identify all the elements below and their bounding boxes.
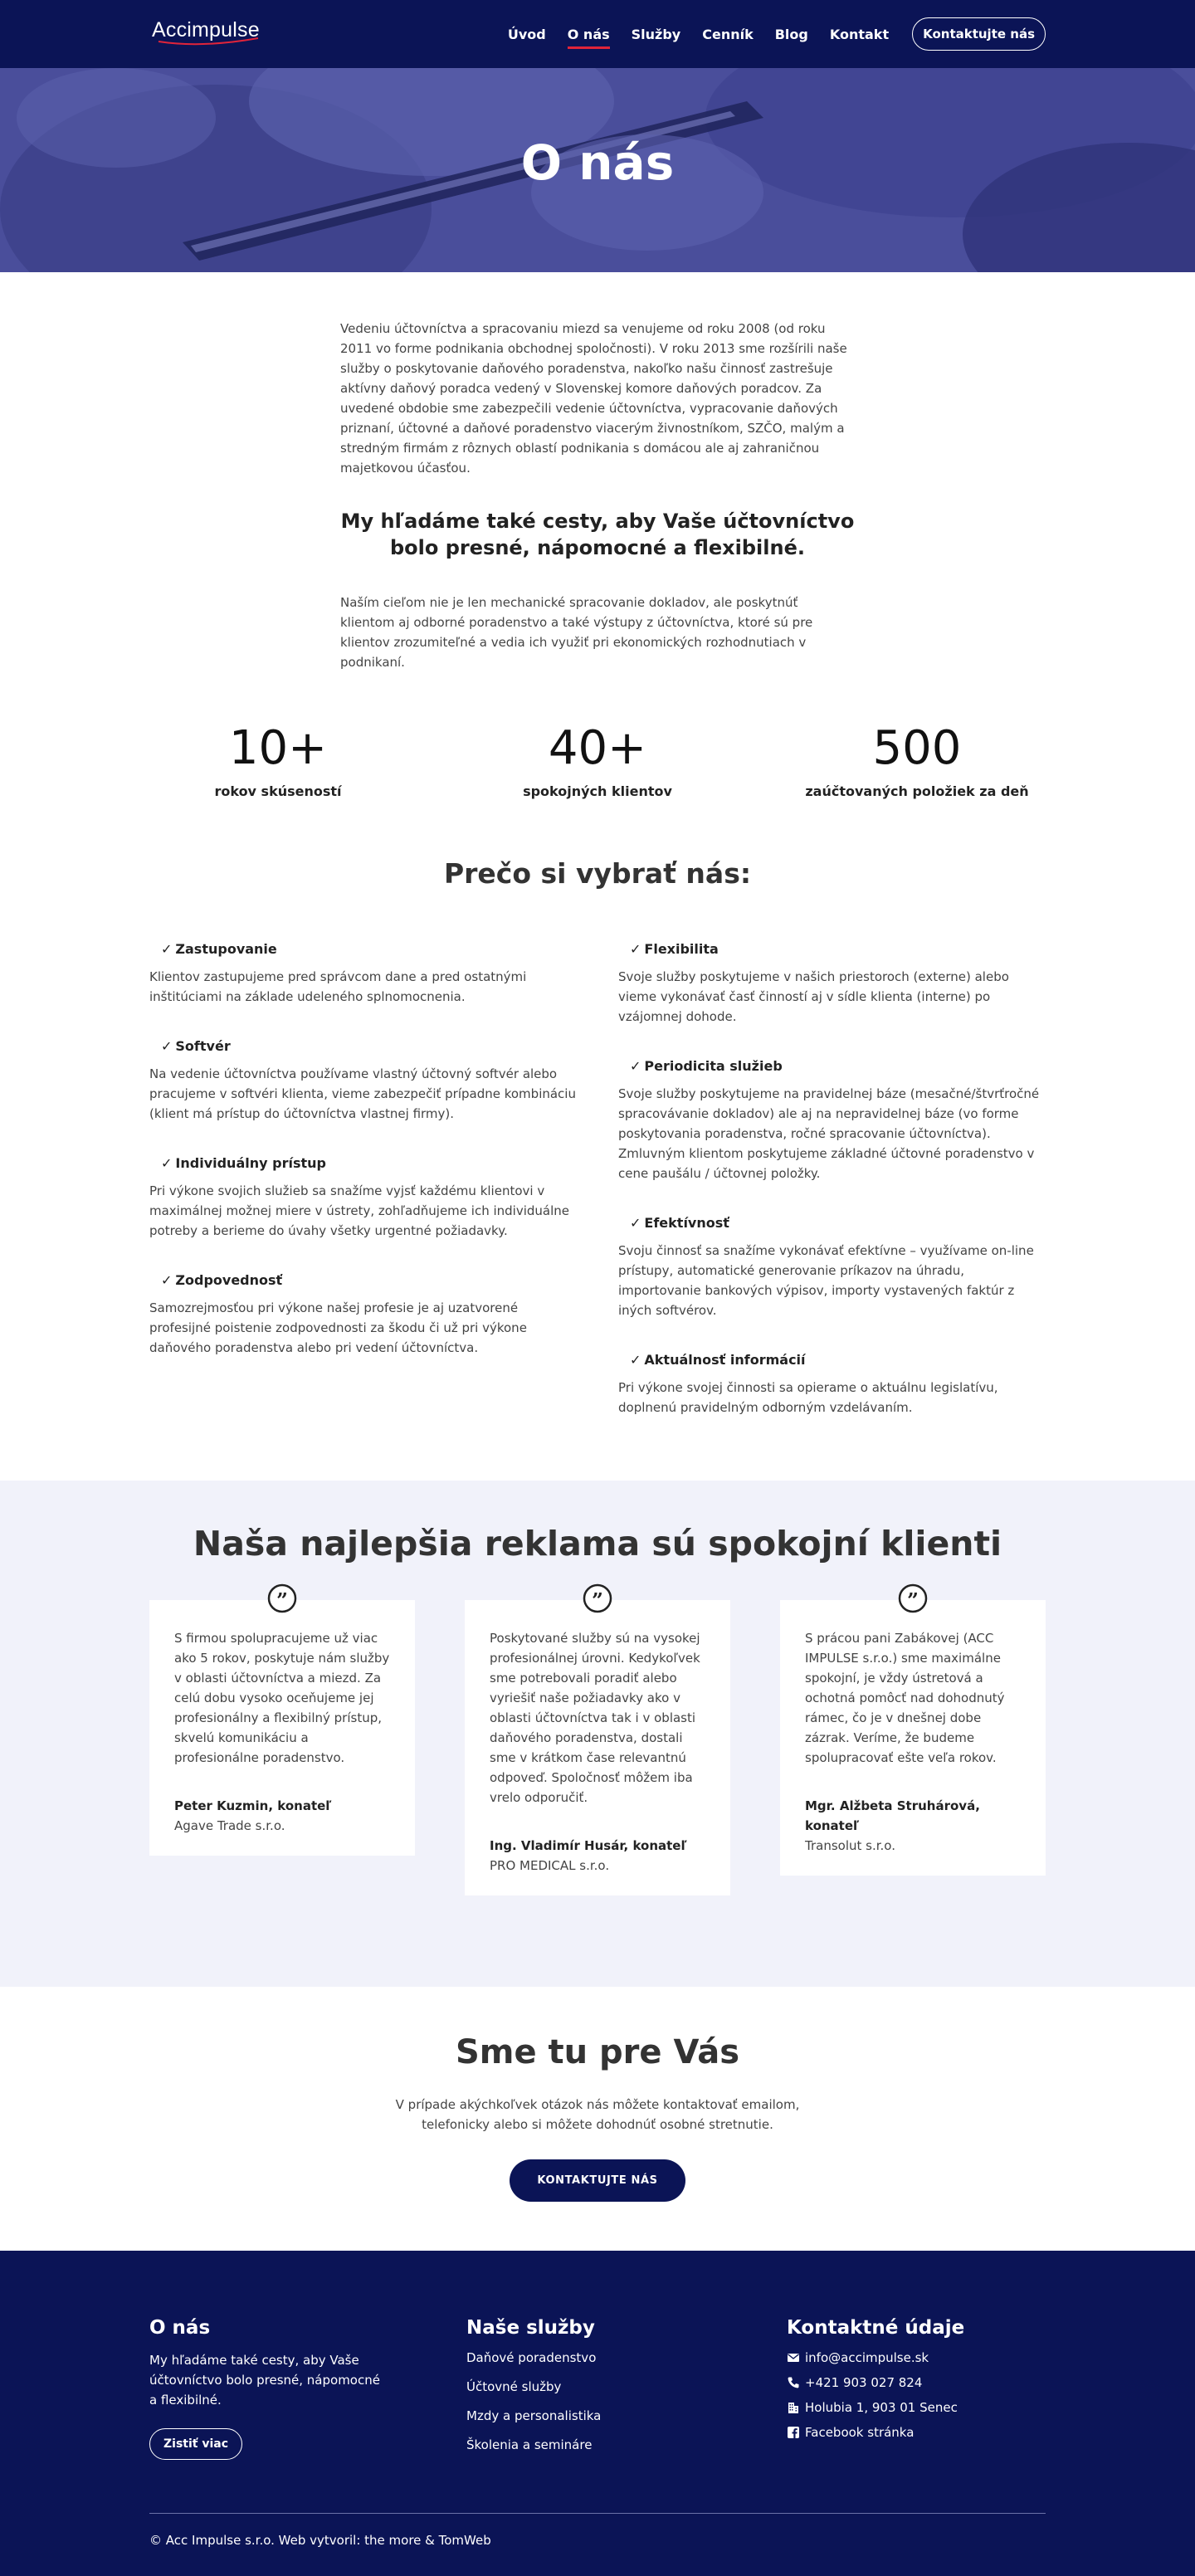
footer-email-link[interactable]: info@accimpulse.sk	[805, 2350, 929, 2365]
feature-text: Svoje služby poskytujeme v našich priestoroch (externe) alebo vieme vykonávať časť činností aj v sídle klienta (interne) po vzájomnej dohode.	[618, 969, 1009, 1024]
testimonials-title: Naša najlepšia reklama sú spokojní klienti	[193, 1524, 1002, 1564]
svg-text:”: ”	[907, 1588, 919, 1612]
stat-value: 500	[872, 721, 962, 775]
features-section	[149, 941, 1046, 1449]
site-header	[0, 0, 1195, 68]
nav-o-nas[interactable]: O nás	[568, 20, 610, 49]
stat-value: 10+	[228, 721, 328, 775]
check-icon: ✓	[161, 941, 173, 957]
nav-sluzby[interactable]: Služby	[631, 26, 681, 42]
copyright: © Acc Impulse s.r.o. Web vytvoril: the more & TomWeb	[149, 2533, 491, 2548]
testimonial-company: PRO MEDICAL s.r.o.	[490, 1858, 610, 1873]
feature-title: ✓ Zastupovanie	[161, 941, 277, 957]
feature-title: ✓ Periodicita služieb	[630, 1058, 783, 1074]
nav-kontakt[interactable]: Kontakt	[829, 26, 890, 42]
footer-about-title: O nás	[149, 2317, 211, 2339]
footer-about-text: My hľadáme také cesty, aby Vaše účtovníctvo bolo presné, nápomocné a flexibilné.	[149, 2353, 380, 2408]
footer-divider	[149, 2513, 1046, 2514]
stat-value: 40+	[548, 721, 647, 775]
testimonial-author: Ing. Vladimír Husár, konateľ	[490, 1838, 687, 1853]
check-icon: ✓	[630, 1352, 641, 1368]
feature-text: Svoje služby poskytujeme na pravidelnej báze (mesačné/štvrťročné spracovávanie dokladov) ale aj na nepravidelnej báze (vo forme poskytovania poradenstva, ročné spracovanie účtovníctva). Zmluvným klientom poskytujeme základné účtovné poradenstvo v cene paušálu / účtovnej položky.	[618, 1086, 1040, 1181]
footer-facebook-link[interactable]: Facebook stránka	[805, 2425, 915, 2440]
testimonial-company: Transolut s.r.o.	[805, 1838, 895, 1853]
building-icon	[787, 2401, 800, 2414]
intro-paragraph: Vedeniu účtovníctva a spracovaniu miezd sa venujeme od roku 2008 (od roku 2011 vo forme podnikania obchodnej spoločnosti). V roku 2013 sme rozšírili naše služby o poskytovanie daňového poradenstva, nakoľko našu činnosť zastrešuje aktívny daňový poradca vedený v Slovenskej komore daňových poradcov. Za uvedené obdobie sme zabezpečili vedenie účtovníctva, vypracovanie daňových priznaní, účtovné a daňové poradenstvo viacerým živnostníkom, SZČO, malým a stredným firmám z rôznych oblastí podnikania s domácou ale aj zahraničnou majetkovou účasťou.	[340, 321, 847, 476]
quote-icon	[583, 1583, 612, 1613]
page-title: O nás	[520, 134, 675, 191]
nav-blog[interactable]: Blog	[774, 26, 808, 42]
stat-label: spokojných klientov	[523, 783, 672, 799]
why-us-title: Prečo si vybrať nás:	[443, 857, 752, 890]
footer-address-text: Holubia 1, 903 01 Senec	[805, 2400, 958, 2415]
footer-link-tax-advisory[interactable]: Daňové poradenstvo	[466, 2350, 597, 2365]
intro-heading: My hľadáme také cesty, aby Vaše účtovníctvo bolo presné, nápomocné a flexibilné.	[340, 510, 855, 559]
stat-item	[776, 722, 1058, 799]
feature-item	[149, 1155, 577, 1241]
testimonial-company: Agave Trade s.r.o.	[174, 1818, 285, 1833]
quote-icon	[898, 1583, 928, 1613]
stat-item	[456, 722, 739, 799]
facebook-icon	[787, 2426, 800, 2439]
footer-columns	[149, 2251, 1046, 2466]
svg-text:”: ”	[276, 1588, 288, 1612]
footer-link-payroll[interactable]: Mzdy a personalistika	[466, 2408, 602, 2423]
testimonial-card	[149, 1588, 415, 1856]
stat-label: zaúčtovaných položiek za deň	[805, 783, 1029, 799]
quote-icon	[267, 1583, 297, 1613]
footer-phone	[787, 2375, 1046, 2390]
learn-more-button[interactable]: Zistiť viac	[149, 2428, 242, 2460]
feature-item	[149, 1038, 577, 1124]
site-footer	[0, 2251, 1195, 2576]
envelope-icon	[787, 2351, 800, 2364]
feature-item	[618, 1215, 1046, 1320]
feature-text: Svoju činnosť sa snažíme vykonávať efektívne – využívame on-line prístupy, automatické generovanie príkazov na úhradu, importovanie bankových výpisov, importy vystavených faktúr z iných softvérov.	[618, 1243, 1034, 1318]
contact-section	[0, 1987, 1195, 2251]
intro-section	[340, 272, 855, 672]
check-icon: ✓	[630, 1215, 641, 1231]
nav-cennik[interactable]: Cenník	[702, 26, 754, 42]
testimonials-section	[0, 1481, 1195, 1987]
hero-banner	[0, 68, 1195, 272]
check-icon: ✓	[161, 1155, 173, 1171]
testimonial-card	[780, 1588, 1046, 1876]
main-nav	[486, 17, 1046, 51]
footer-facebook	[787, 2425, 1046, 2440]
check-icon: ✓	[161, 1272, 173, 1288]
feature-text: Klientov zastupujeme pred správcom dane a pred ostatnými inštitúciami na základe udeleného splnomocnenia.	[149, 969, 527, 1004]
footer-services-title: Naše služby	[466, 2317, 595, 2339]
check-icon: ✓	[630, 941, 641, 957]
footer-contact-title: Kontaktné údaje	[787, 2317, 965, 2339]
feature-title: ✓ Softvér	[161, 1038, 231, 1054]
phone-icon	[787, 2376, 800, 2389]
feature-item	[618, 1058, 1046, 1183]
check-icon: ✓	[630, 1058, 641, 1074]
stats-section	[137, 722, 1058, 799]
features-left-column	[149, 941, 577, 1449]
logo-swoosh-icon	[152, 37, 260, 48]
feature-item	[618, 1352, 1046, 1417]
feature-text: Pri výkone svojej činnosti sa opierame o aktuálnu legislatívu, doplnenú pravidelným odborným vzdelávaním.	[618, 1380, 998, 1415]
stat-item	[137, 722, 419, 799]
testimonial-author: Peter Kuzmin, konateľ	[174, 1798, 332, 1813]
footer-services	[466, 2317, 787, 2466]
contact-title: Sme tu pre Vás	[455, 2033, 740, 2071]
intro-paragraph-2: Naším cieľom nie je len mechanické spracovanie dokladov, ale poskytnúť klientom aj odborné poradenstvo a také výstupy z účtovníctva, ktoré sú pre klientov zrozumiteľné a vedia ich využiť pri ekonomických rozhodnutiach v podnikaní.	[340, 595, 813, 670]
feature-item	[618, 941, 1046, 1027]
testimonial-author: Mgr. Alžbeta Struhárová, konateľ	[805, 1798, 980, 1833]
feature-title: ✓ Flexibilita	[630, 941, 719, 957]
feature-title: ✓ Individuálny prístup	[161, 1155, 326, 1171]
testimonial-text: S prácou pani Zabákovej (ACC IMPULSE s.r.o.) sme maximálne spokojní, je vždy ústretová a ochotná pomôcť nad dohodnutý rámec, čo je v dnešnej dobe zázrak. Veríme, že budeme spolupracovať ešte veľa rokov.	[805, 1631, 1005, 1765]
footer-link-trainings[interactable]: Školenia a semináre	[466, 2437, 593, 2452]
footer-email	[787, 2350, 1046, 2365]
footer-phone-link[interactable]: +421 903 027 824	[805, 2375, 923, 2390]
svg-text:”: ”	[592, 1588, 603, 1612]
features-right-column	[618, 941, 1046, 1449]
testimonial-text: S firmou spolupracujeme už viac ako 5 rokov, poskytuje nám služby v oblasti účtovníctva a miezd. Za celú dobu vysoko oceňujeme jej profesionálny a flexibilný prístup, skvelú komunikáciu a profesionálne poradenstvo.	[174, 1631, 390, 1765]
feature-text: Pri výkone svojich služieb sa snažíme vyjsť každému klientovi v maximálnej možnej miere v ústrety, zohľadňujeme ich individuálne potreby a berieme do úvahy všetky urgentné požiadavky.	[149, 1183, 570, 1238]
footer-address	[787, 2400, 1046, 2415]
contact-text: V prípade akýchkoľvek otázok nás môžete kontaktovať emailom, telefonicky alebo si môžete dohodnúť osobné stretnutie.	[395, 2097, 800, 2132]
check-icon: ✓	[161, 1038, 173, 1054]
footer-contact	[787, 2317, 1046, 2466]
feature-title: ✓ Aktuálnosť informácií	[630, 1352, 806, 1368]
contact-cta-button[interactable]: KONTAKTUJTE NÁS	[510, 2159, 685, 2202]
feature-title: ✓ Zodpovednosť	[161, 1272, 283, 1288]
footer-about	[149, 2317, 466, 2466]
feature-item	[149, 1272, 577, 1358]
feature-item	[149, 941, 577, 1007]
stat-label: rokov skúseností	[214, 783, 342, 799]
nav-uvod[interactable]: Úvod	[507, 26, 546, 42]
testimonial-text: Poskytované služby sú na vysokej profesionálnej úrovni. Kedykoľvek sme potrebovali poradiť alebo vyriešiť naše požiadavky ako v oblasti účtovníctva tak i v oblasti daňového poradenstva, dostali sme v krátkom čase relevantnú odpoveď. Spoločnosť môžem iba vrelo odporučiť.	[490, 1631, 700, 1805]
testimonial-cards	[149, 1588, 1046, 1895]
feature-text: Samozrejmosťou pri výkone našej profesie je aj uzatvorené profesijné poistenie zodpovednosti za škodu či už pri výkone daňového poradenstva alebo pri vedení účtovníctva.	[149, 1300, 527, 1355]
contact-us-button[interactable]: Kontaktujte nás	[912, 17, 1046, 51]
footer-link-accounting[interactable]: Účtovné služby	[466, 2379, 562, 2394]
feature-text: Na vedenie účtovníctva používame vlastný účtovný softvér alebo pracujeme v softvéri klienta, vieme zabezpečiť prípadne kombináciu (klient má prístup do účtovníctva vlastnej firmy).	[149, 1066, 576, 1121]
testimonial-card	[465, 1588, 730, 1895]
feature-title: ✓ Efektívnosť	[630, 1215, 729, 1231]
logo[interactable]: Accimpulse	[152, 18, 260, 41]
